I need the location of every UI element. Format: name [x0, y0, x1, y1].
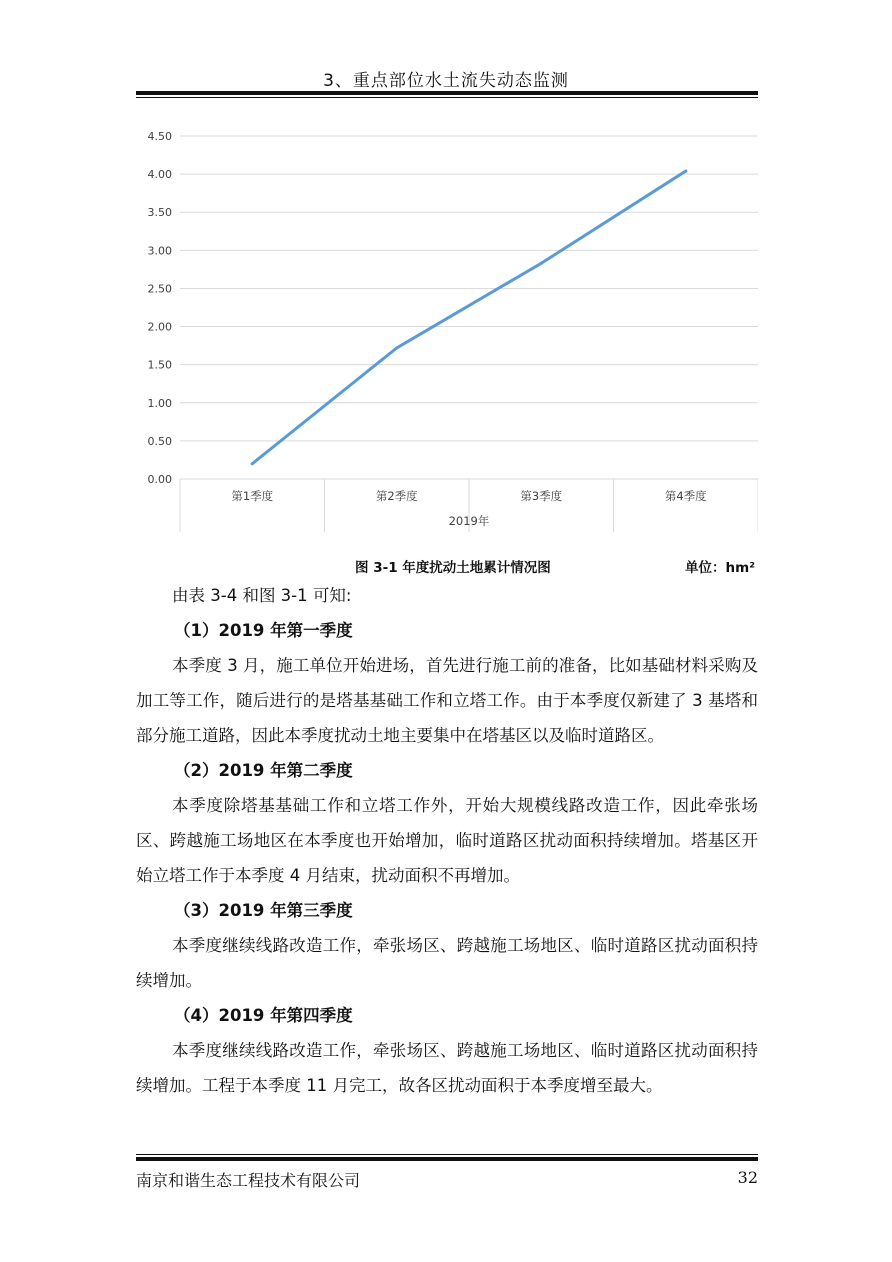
y-tick-label: 3.50 [147, 206, 172, 220]
section-heading: （4）2019 年第四季度 [174, 1006, 353, 1025]
section-text: 本季度 3 月，施工单位开始进场，首先进行施工前的准备，比如基础材料采购及加工等工作，随后进行的是塔基基础工作和立塔工作。由于本季度仅新建了 3 基塔和部分施工道路，因此本季度扰动土地主要集中在塔基区以及临时道路区。 [136, 656, 758, 745]
footer-company: 南京和谐生态工程技术有限公司 [136, 1171, 361, 1190]
figure-unit: 单位：hm² [685, 560, 756, 576]
y-tick-label: 1.50 [147, 358, 172, 372]
data-point [684, 170, 687, 173]
y-tick-label: 3.00 [147, 244, 172, 258]
chart-svg [136, 118, 758, 538]
page-number: 32 [737, 1168, 758, 1187]
x-axis-title: 2019年 [448, 514, 490, 528]
section-text: 本季度继续线路改造工作，牵张场区、跨越施工场地区、临时道路区扰动面积持续增加。工程于本季度 11 月完工，故各区扰动面积于本季度增至最大。 [136, 1041, 758, 1095]
data-point [251, 462, 254, 465]
x-tick-label: 第2季度 [375, 489, 418, 503]
y-tick-label: 0.50 [147, 434, 172, 448]
intro-text: 由表 3-4 和图 3-1 可知: [172, 586, 352, 605]
footer-rule-thin [136, 1154, 758, 1155]
figure-caption: 图 3-1 年度扰动土地累计情况图 [355, 560, 551, 576]
y-tick-label: 0.00 [147, 473, 172, 486]
y-tick-label: 1.00 [147, 396, 172, 410]
x-tick-label: 第3季度 [520, 489, 563, 503]
footer-rule-thick [136, 1157, 758, 1161]
y-tick-label: 2.50 [147, 282, 172, 296]
data-point [395, 346, 398, 349]
y-tick-label: 4.00 [147, 168, 172, 182]
section-text: 本季度继续线路改造工作，牵张场区、跨越施工场地区、临时道路区扰动面积持续增加。 [136, 936, 758, 990]
y-tick-label: 4.50 [147, 130, 172, 143]
y-tick-label: 2.00 [147, 320, 172, 334]
chart [136, 118, 758, 538]
section-text: 本季度除塔基基础工作和立塔工作外，开始大规模线路改造工作，因此牵张场区、跨越施工场地区在本季度也开始增加，临时道路区扰动面积持续增加。塔基区开始立塔工作于本季度 4 月结束，扰动面积不再增加。 [136, 796, 758, 885]
x-tick-label: 第4季度 [664, 489, 707, 503]
header-rule-thin [136, 97, 758, 98]
section-heading: （2）2019 年第二季度 [174, 761, 353, 780]
x-tick-label: 第1季度 [231, 489, 274, 503]
header-rule-thick [136, 91, 758, 95]
section-heading: （3）2019 年第三季度 [174, 901, 353, 920]
section-heading: （1）2019 年第一季度 [174, 621, 353, 640]
page-header-title: 3、重点部位水土流失动态监测 [323, 71, 569, 91]
body-text [136, 578, 758, 1103]
data-point [540, 262, 543, 265]
series-line [252, 171, 686, 464]
